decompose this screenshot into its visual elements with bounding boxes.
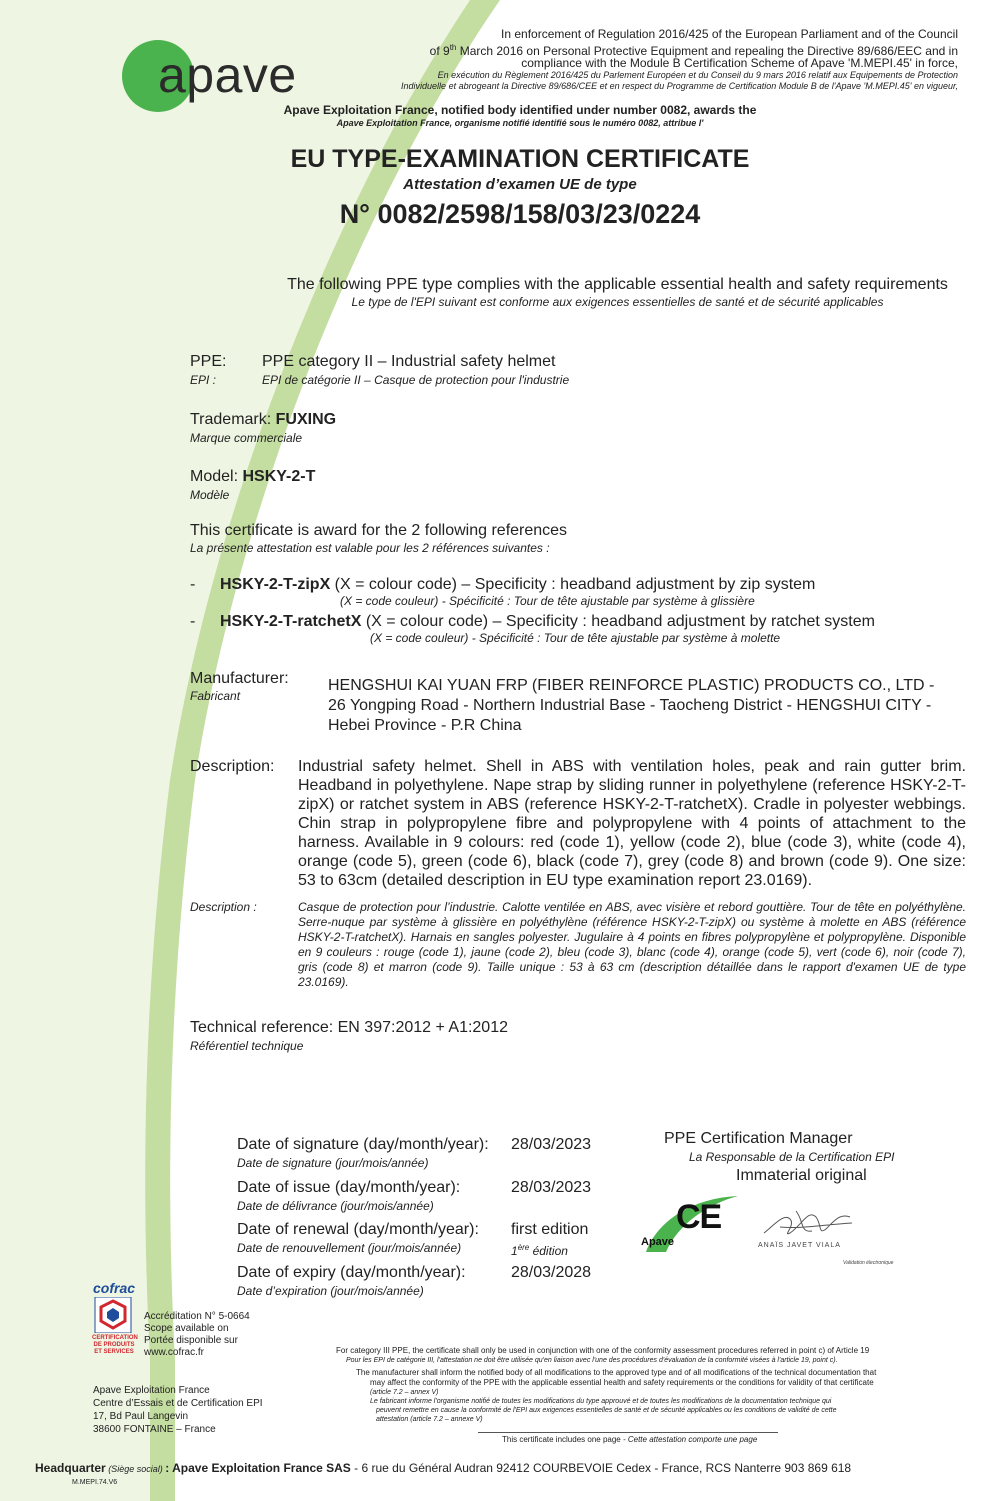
manufacturer-line-1: HENGSHUI KAI YUAN FRP (FIBER REINFORCE PLASTIC) PRODUCTS CO., LTD - (328, 677, 935, 694)
date-signature-value: 28/03/2023 (511, 1136, 592, 1153)
footnote-modifications-fr-b: peuvent remettre en cause la conformité de l'EPI aux exigences essentielles de santé et de sécurité applicables ou les conditions de validité de cette (376, 1407, 837, 1414)
notified-body-fr: Apave Exploitation France, organisme notifié identifié sous le numéro 0082, attribue l' (336, 118, 704, 128)
ce-mark: CE (676, 1198, 722, 1236)
regulation-line-2: of 9th March 2016 on Personal Protective Equipment and repealing the Directive 89/686/EEC and in (429, 43, 958, 58)
references-intro-fr: La présente attestation est valable pour les 2 références suivantes : (190, 541, 550, 555)
date-issue-label-fr: Date de délivrance (jour/mois/année) (237, 1199, 434, 1213)
trademark-value: FUXING (275, 411, 337, 428)
certificate-title-fr: Attestation d’examen UE de type (403, 176, 637, 193)
certificate-number: N° 0082/2598/158/03/23/0224 (339, 199, 701, 229)
reference-1-fr: (X = code couleur) - Spécificité : Tour de tête ajustable par système à glissière (340, 594, 755, 608)
description-text: Industrial safety helmet. Shell in ABS with ventilation holes, peak and rain gutter brim. Headband in polyethylene. Nape strap by sliding runner in polyethylene (reference HSKY-2-T-zipX) or ratchet system in ABS (reference HSKY-2-T-ratchetX). Cradle in polyester webbings. Chin strap in polypropylene fibre and polypropylene with 4 points of attachment to the harness. Available in 9 colours: red (code 1), yellow (code 2), blue (code 3), white (code 4), orange (code 5), green (code 6), black (code 7), grey (code 8) and brown (code 9). One size: 53 to 63cm (detailed description in EU type examination report 23.0169). (298, 758, 966, 889)
cofrac-accreditation: Accréditation N° 5-0664 Scope available on Portée disponible sur www.cofrac.fr (144, 1311, 250, 1358)
model-value: HSKY-2-T (242, 468, 316, 485)
description-label: Description: (190, 758, 275, 775)
reference-1-dash: - (190, 576, 196, 593)
trademark: Trademark: FUXING (190, 411, 337, 428)
cofrac-logo-text: cofrac (93, 1280, 136, 1296)
date-renewal-label: Date of renewal (day/month/year): (237, 1221, 479, 1238)
form-reference: M.MEPI.74.V6 (72, 1479, 118, 1486)
date-issue-label: Date of issue (day/month/year): (237, 1179, 461, 1196)
footnote-modifications-c: (article 7.2 – annex V) (370, 1389, 439, 1396)
immaterial-original: Immaterial original (736, 1167, 867, 1184)
date-expiry-label-fr: Date d’expiration (jour/mois/année) (237, 1284, 424, 1298)
manufacturer-line-3: Hebei Province - P.R China (328, 717, 522, 734)
regulation-line-1: In enforcement of Regulation 2016/425 of the European Parliament and of the Council (501, 27, 958, 41)
signature-icon (760, 1203, 860, 1245)
date-expiry-value: 28/03/2028 (511, 1264, 592, 1281)
one-page-note: This certificate includes one page - Cette attestation comporte une page (502, 1435, 758, 1444)
issuer-address: Apave Exploitation France Centre d’Essais et de Certification EPI 17, Bd Paul Langevin 38600 FONTAINE – France (93, 1385, 263, 1435)
references-intro: This certificate is award for the 2 following references (190, 522, 568, 539)
date-renewal-label-fr: Date de renouvellement (jour/mois/année) (237, 1241, 462, 1255)
description-label-fr: Description : (190, 900, 257, 914)
technical-reference: Technical reference: EN 397:2012 + A1:2012 (190, 1019, 508, 1036)
manufacturer-line-2: 26 Yongping Road - Northern Industrial Base - Taocheng District - HENGSHUI CITY - (328, 697, 932, 714)
apave-logo: apave (158, 47, 297, 103)
notified-body: Apave Exploitation France, notified body identified under number 0082, awards the (283, 103, 757, 117)
cofrac-logo-icon (92, 1297, 134, 1333)
cofrac-logo-caption: CERTIFICATION DE PRODUITS ET SERVICES (92, 1335, 138, 1355)
date-renewal-value-fr: 1ère édition (511, 1243, 568, 1258)
model: Model: HSKY-2-T (190, 468, 316, 485)
technical-reference-fr: Référentiel technique (190, 1039, 304, 1053)
date-renewal-value: first edition (511, 1221, 589, 1238)
footnote-modifications-b: may affect the conformity of the PPE with the applicable essential health and safety requirements or the conditions for validity of that certificate (370, 1378, 874, 1387)
footnote-modifications-fr-c: attestation (article 7.2 – annexe V) (376, 1416, 483, 1423)
manufacturer-label: Manufacturer: (190, 670, 289, 687)
signatory-title-fr: La Responsable de la Certification EPI (689, 1150, 895, 1164)
ppe-label: PPE: (190, 353, 227, 370)
reference-2-dash: - (190, 613, 196, 630)
date-signature-label-fr: Date de signature (jour/mois/année) (237, 1156, 429, 1170)
signature-name: ANAÏS JAVET VIALA (758, 1242, 841, 1249)
ce-brand: Apave (641, 1236, 675, 1248)
ppe-value-fr: EPI de catégorie II – Casque de protection pour l'industrie (262, 373, 570, 387)
footnote-cat3: For category III PPE, the certificate shall only be used in conjunction with one of the conformity assessment procedures referred in point c) of Article 19 (336, 1346, 870, 1355)
reference-2-fr: (X = code couleur) - Spécificité : Tour de tête ajustable par système à molette (370, 631, 781, 645)
trademark-label-fr: Marque commerciale (190, 431, 303, 445)
footnote-divider (478, 1432, 778, 1433)
ppe-value: PPE category II – Industrial safety helmet (262, 353, 556, 370)
ppe-label-fr: EPI : (190, 373, 217, 387)
date-signature-label: Date of signature (day/month/year): (237, 1136, 489, 1153)
signatory-title: PPE Certification Manager (664, 1130, 853, 1147)
regulation-fr-line-2: Individuelle et abrogeant la Directive 89/686/CEE et en respect du Programme de Certification Module B de l'Apave 'M.MEPI.45' en vigueur, (401, 81, 958, 91)
footnote-modifications-fr-a: Le fabricant informe l'organisme notifié de toutes les modifications du type approuvé et de toutes les modifications de la documentation technique qui (370, 1398, 832, 1405)
electronic-validation: Validation électronique (843, 1260, 894, 1266)
compliance-statement: The following PPE type complies with the applicable essential health and safety requirements (287, 276, 948, 293)
manufacturer-label-fr: Fabricant (190, 689, 241, 703)
reference-1: HSKY-2-T-zipX (X = colour code) – Specificity : headband adjustment by zip system (220, 576, 816, 593)
certificate-title: EU TYPE-EXAMINATION CERTIFICATE (290, 145, 750, 173)
footnote-cat3-fr: Pour les EPI de catégorie III, l'attestation ne doit être utilisée qu'en liaison avec l'une des procédures d'évaluation de la conformité visées à l'article 19, point c). (346, 1357, 838, 1364)
regulation-line-3: compliance with the Module B Certification Scheme of Apave 'M.MEPI.45' in force, (521, 56, 958, 70)
description-text-fr: Casque de protection pour l’industrie. Calotte ventilée en ABS, avec visière et rebord gouttière. Tour de tête en polyéthylène. Serre-nuque par système à glissière en polyéthylène (référence HSKY-2-T-zipX) ou système à molette en ABS (référence HSKY-2-T-ratchetX). Harnais en sangles polyester. Jugulaire à 4 points en fibres polypropylène et polypropylène. Disponible en 9 couleurs : rouge (code 1), jaune (code 2), bleu (code 3), blanc (code 4), orange (code 5), vert (code 6), noir (code 7), gris (code 8) et marron (code 9). Taille unique : 53 à 63 cm (description détaillée dans le rapport d'examen UE de type 23.0169). (298, 900, 966, 989)
regulation-fr-line-1: En exécution du Règlement 2016/425 du Parlement Européen et du Conseil du 9 mars 2016 relatif aux Equipements de Protection (437, 70, 958, 80)
headquarter-line: Headquarter (Siège social) : Apave Exploitation France SAS - 6 rue du Général Audran 92412 COURBEVOIE Cedex - France, RCS Nanterre 903 869 618 (35, 1461, 852, 1475)
model-label-fr: Modèle (190, 488, 230, 502)
date-expiry-label: Date of expiry (day/month/year): (237, 1264, 466, 1281)
footnote-modifications-a: The manufacturer shall inform the notified body of all modifications to the approved type and of all modifications of the technical documentation that (356, 1368, 877, 1377)
date-issue-value: 28/03/2023 (511, 1179, 592, 1196)
compliance-statement-fr: Le type de l'EPI suivant est conforme aux exigences essentielles de santé et de sécurité applicables (351, 295, 884, 309)
reference-2: HSKY-2-T-ratchetX (X = colour code) – Specificity : headband adjustment by ratchet system (220, 613, 875, 630)
